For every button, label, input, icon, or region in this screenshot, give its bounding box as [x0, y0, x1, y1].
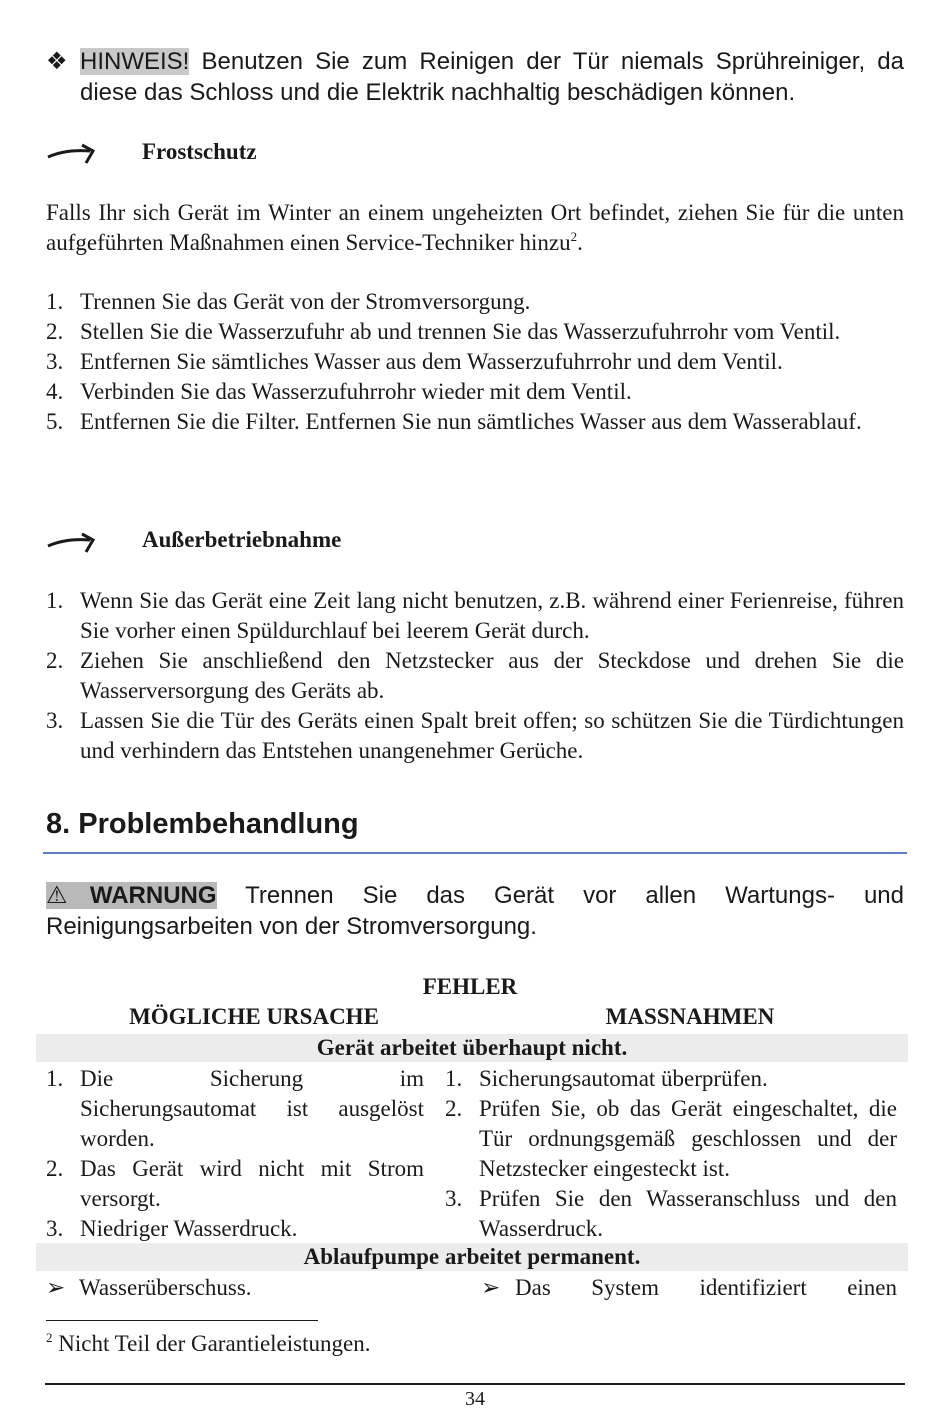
list-item: [46, 1064, 424, 1154]
frost-intro-end: .: [577, 230, 583, 255]
list-number: 3.: [46, 708, 64, 733]
list-item: [46, 377, 904, 407]
list-item: [46, 407, 904, 437]
action-cell: [481, 1273, 897, 1303]
arrow-bullet-icon: ➢: [481, 1275, 501, 1300]
fault-title: Gerät arbeitet überhaupt nicht.: [316, 1035, 628, 1060]
list-item: [445, 1094, 897, 1184]
warning-block: [46, 880, 904, 942]
frost-intro-text: Falls Ihr sich Gerät im Winter an einem ungeheizten Ort befindet, ziehen Sie für die unten aufgeführten Maßnahmen einen Service-Techniker hinzu: [46, 200, 904, 255]
list-text: Ziehen Sie anschließend den Netzstecker aus der Steckdose und drehen Sie die Wasserversorgung des Geräts ab.: [80, 648, 904, 703]
list-item: [46, 1154, 424, 1214]
list-number: 5.: [46, 409, 64, 434]
table-header-action: MASSNAHMEN: [605, 1004, 775, 1029]
footnote-divider: [46, 1320, 318, 1321]
action-cell: [445, 1064, 897, 1244]
list-text: Prüfen Sie, ob das Gerät eingeschaltet, die Tür ordnungsgemäß geschlossen und der Netzstecker eingesteckt ist.: [479, 1096, 897, 1181]
list-text: Niedriger Wasserdruck.: [80, 1216, 298, 1241]
list-text: Die Sicherung im Sicherungsautomat ist ausgelöst worden.: [80, 1066, 424, 1151]
list-text: Das Gerät wird nicht mit Strom versorgt.: [80, 1156, 424, 1211]
action-text: Das System identifiziert einen: [515, 1275, 897, 1300]
fault-title: Ablaufpumpe arbeitet permanent.: [303, 1244, 641, 1269]
cause-cell: [46, 1273, 424, 1303]
list-text: Sicherungsautomat überprüfen.: [479, 1066, 768, 1091]
list-item: [445, 1184, 897, 1244]
list-number: 2.: [46, 1156, 64, 1181]
notice-label: HINWEIS!: [80, 48, 190, 75]
list-number: 1.: [445, 1066, 463, 1091]
list-number: 1.: [46, 1066, 64, 1091]
list-text: Verbinden Sie das Wasserzufuhrrohr wieder mit dem Ventil.: [80, 379, 632, 404]
warning-tag: [46, 882, 217, 909]
footnote-text: Nicht Teil der Garantieleistungen.: [52, 1331, 371, 1356]
list-item: [46, 347, 904, 377]
list-item: [46, 706, 904, 766]
footnote-mark: 2: [46, 1330, 53, 1345]
list-item: [46, 646, 904, 706]
chapter-title: 8. Problembehandlung: [46, 808, 359, 840]
arrow-bullet-icon: ➢: [46, 1275, 66, 1300]
list-number: 3.: [46, 349, 64, 374]
list-number: 1.: [46, 289, 64, 314]
warning-icon: ⚠: [46, 882, 90, 909]
frost-steps: [46, 287, 904, 437]
list-number: 3.: [445, 1186, 463, 1211]
shutdown-steps: [46, 586, 904, 766]
list-text: Wenn Sie das Gerät eine Zeit lang nicht benutzen, z.B. während einer Ferienreise, führen Sie vorher einen Spüldurchlauf bei leerem Gerät durch.: [80, 588, 904, 643]
list-item: [46, 586, 904, 646]
footnote-ref: 2: [570, 229, 578, 244]
list-number: 3.: [46, 1216, 64, 1241]
list-number: 2.: [445, 1096, 463, 1121]
list-number: 4.: [46, 379, 64, 404]
list-number: 1.: [46, 588, 64, 613]
page-number: 34: [465, 1388, 485, 1410]
list-text: Stellen Sie die Wasserzufuhr ab und trennen Sie das Wasserzufuhrrohr vom Ventil.: [80, 319, 841, 344]
page-footer-rule: [45, 1383, 905, 1385]
list-number: 2.: [46, 319, 64, 344]
list-item: [46, 317, 904, 347]
list-text: Lassen Sie die Tür des Geräts einen Spalt breit offen; so schützen Sie die Türdichtungen und verhindern das Entstehen unangenehmer Gerüche.: [80, 708, 904, 763]
list-text: Entfernen Sie die Filter. Entfernen Sie nun sämtliches Wasser aus dem Wasserablauf.: [80, 409, 862, 434]
shutdown-heading: Außerbetriebnahme: [142, 527, 342, 552]
list-text: Prüfen Sie den Wasseranschluss und den Wasserdruck.: [479, 1186, 897, 1241]
arrow-icon: [46, 141, 98, 167]
list-number: 2.: [46, 648, 64, 673]
diamond-bullet-icon: ❖: [46, 48, 68, 75]
frost-intro: [46, 198, 904, 258]
list-item: [46, 1214, 424, 1244]
footnote: [46, 1331, 370, 1357]
table-header-fault: FEHLER: [422, 974, 518, 999]
cause-text: Wasserüberschuss.: [79, 1275, 252, 1300]
warning-label: WARNUNG: [89, 882, 217, 909]
list-text: Entfernen Sie sämtliches Wasser aus dem Wasserzufuhrrohr und dem Ventil.: [80, 349, 783, 374]
warning-text: Trennen Sie das Gerät vor allen Wartungs- und Reinigungsarbeiten von der Stromversorgung.: [46, 882, 905, 940]
notice-block: [46, 46, 904, 108]
notice-text: Benutzen Sie zum Reinigen der Tür niemals Sprühreiniger, da diese das Schloss und die Elektrik nachhaltig beschädigen können.: [80, 48, 904, 106]
table-header-cause: MÖGLICHE URSACHE: [129, 1004, 379, 1029]
list-item: [46, 287, 904, 317]
chapter-divider: [43, 852, 907, 854]
frost-heading: Frostschutz: [142, 139, 257, 164]
cause-cell: [46, 1064, 424, 1244]
list-text: Trennen Sie das Gerät von der Stromversorgung.: [80, 289, 531, 314]
arrow-icon: [46, 530, 98, 556]
list-item: [445, 1064, 897, 1094]
